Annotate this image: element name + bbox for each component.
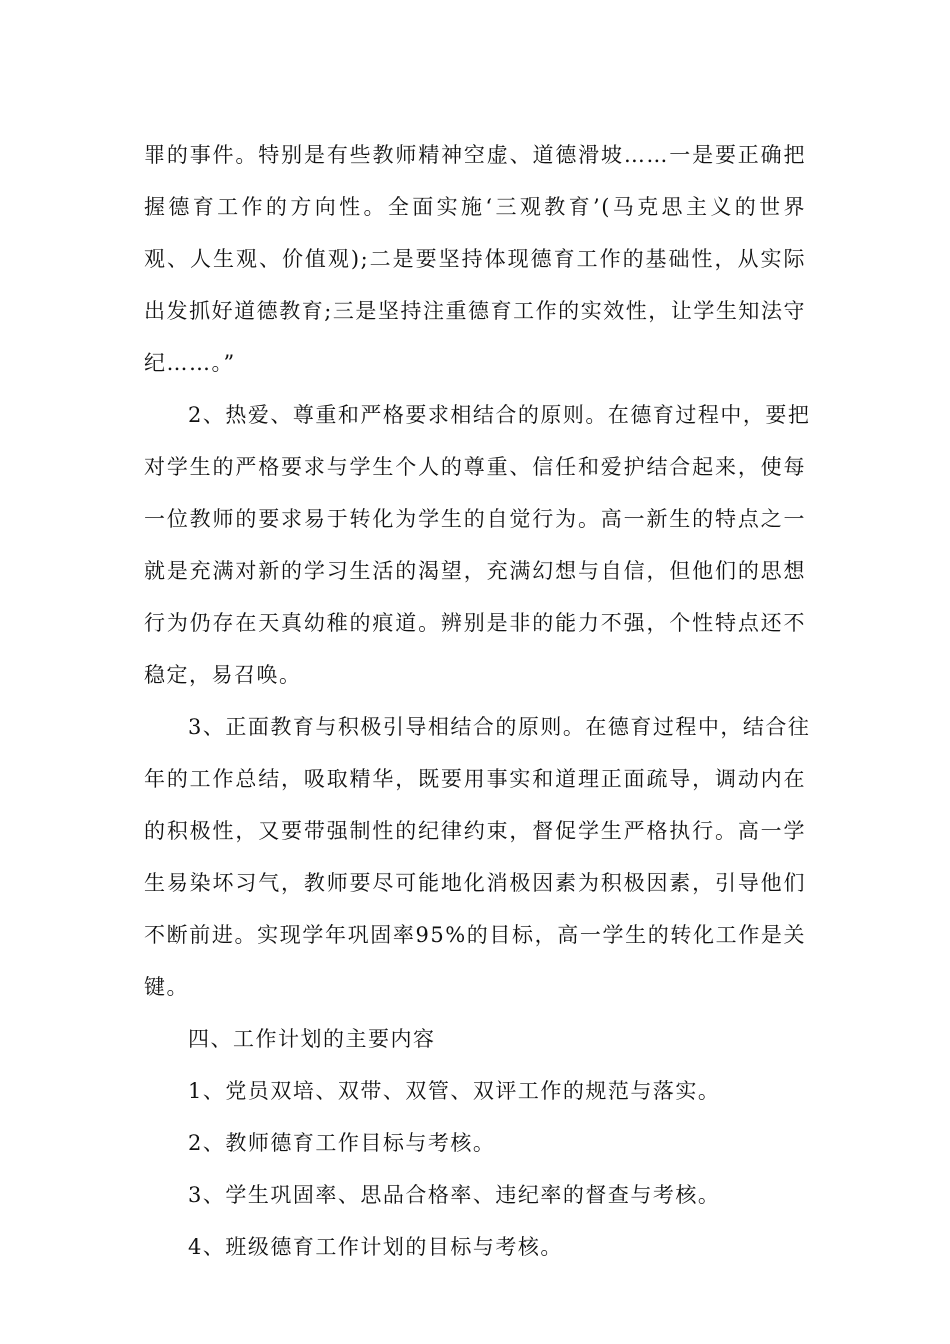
text-line: 不断前进。实现学年巩固率95%的目标，高一学生的转化工作是关 [144,923,806,947]
list-item [144,1221,806,1273]
text-line: 1、党员双培、双带、双管、双评工作的规范与落实。 [188,1079,721,1103]
paragraph-principle-3 [144,701,811,1013]
text-line: 年的工作总结，吸取精华，既要用事实和道理正面疏导，调动内在 [144,767,806,791]
text-line: 2、教师德育工作目标与考核。 [188,1131,496,1155]
text-line: 一位教师的要求易于转化为学生的自觉行为。高一新生的特点之一 [144,507,806,531]
text-line: 行为仍存在天真幼稚的痕道。辨别是非的能力不强，个性特点还不 [144,611,806,635]
text-line: 就是充满对新的学习生活的渴望，充满幻想与自信，但他们的思想 [144,559,806,583]
text-line: 观、人生观、价值观);二是要坚持体现德育工作的基础性，从实际 [144,247,806,271]
text-line: 出发抓好道德教育;三是坚持注重德育工作的实效性，让学生知法守 [144,299,806,323]
text-line: 2、热爱、尊重和严格要求相结合的原则。在德育过程中，要把 [188,403,811,427]
text-line: 对学生的严格要求与学生个人的尊重、信任和爱护结合起来，使每 [144,455,806,479]
list-item [144,1065,806,1117]
section-heading [144,1013,806,1065]
paragraph-continued [144,129,806,389]
text-line: 稳定，易召唤。 [144,663,302,687]
text-line: 的积极性，又要带强制性的纪律约束，督促学生严格执行。高一学 [144,819,806,843]
text-line: 键。 [144,975,189,999]
text-line: 握德育工作的方向性。全面实施‘三观教育’(马克思主义的世界 [144,195,806,219]
text-line: 生易染坏习气，教师要尽可能地化消极因素为积极因素，引导他们 [144,871,806,895]
text-line: 纪……。” [144,351,236,375]
list-item [144,1117,806,1169]
text-line: 四、工作计划的主要内容 [188,1027,436,1051]
text-line: 3、学生巩固率、思品合格率、违纪率的督查与考核。 [188,1183,721,1207]
text-line: 4、班级德育工作计划的目标与考核。 [188,1235,563,1259]
list-item [144,1169,806,1221]
paragraph-principle-2 [144,389,811,701]
document-body [144,129,811,1273]
text-line: 3、正面教育与积极引导相结合的原则。在德育过程中，结合往 [188,715,811,739]
text-line: 罪的事件。特别是有些教师精神空虚、道德滑坡……一是要正确把 [144,143,806,167]
